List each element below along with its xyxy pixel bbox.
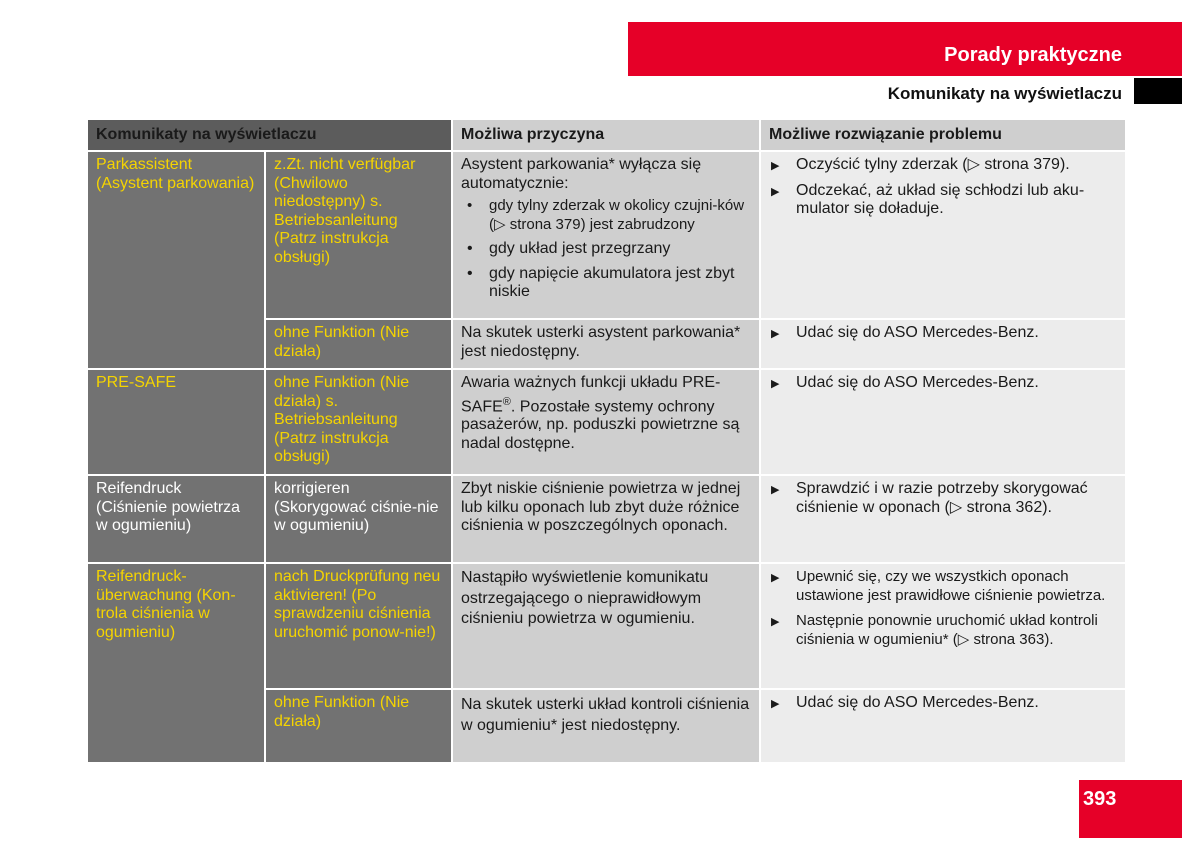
table-row <box>88 476 1125 564</box>
solution-list <box>769 694 1117 713</box>
solution-list <box>769 480 1117 517</box>
solution-cell <box>759 476 1125 562</box>
solution-cell <box>759 320 1125 368</box>
page-number: 393 <box>1083 788 1117 810</box>
cause-cell: Zbyt niskie ciśnienie powietrza w jednej lub kilku oponach lub zbyt duże różnice ciśnienia w poszczególnych oponach. <box>451 476 759 562</box>
status-cell: ohne Funktion (Nie działa) <box>264 690 451 762</box>
cause-cell: Na skutek usterki asystent parkowania* jest niedostępny. <box>451 320 759 368</box>
table-row <box>264 564 1125 690</box>
table-row <box>264 152 1125 320</box>
table-row-group-parkassistent <box>88 152 1125 370</box>
status-cell: ohne Funktion (Nie działa) <box>264 320 451 368</box>
solution-list <box>769 324 1117 343</box>
list-item: ▶ Udać się do ASO Mercedes-Benz. <box>769 374 1117 393</box>
message-cell: Reifendruck (Ciśnienie powietrza w ogumieniu) <box>88 476 264 562</box>
page-number-badge <box>1079 780 1182 838</box>
solution-cell <box>759 370 1125 474</box>
section-title: Porady praktyczne <box>944 44 1122 66</box>
cause-cell <box>451 152 759 318</box>
solution-list <box>769 374 1117 393</box>
status-text: ohne Funktion (Nie działa) s. Betriebsanleitung (Patrz instrukcja obsługi) <box>274 374 410 465</box>
list-item: • gdy napięcie akumulatora jest zbyt niskie <box>461 265 751 302</box>
header-possible-cause: Możliwa przyczyna <box>451 120 759 150</box>
list-item: ▶ Upewnić się, czy we wszystkich oponach ustawione jest prawidłowe ciśnienie powietrza. <box>769 568 1117 605</box>
page-subtitle: Komunikaty na wyświetlaczu <box>887 84 1122 103</box>
cause-cell: Nastąpiło wyświetlenie komunikatu ostrzegającego o nieprawidłowym ciśnieniu powietrza w ogumieniu. <box>451 564 759 688</box>
display-messages-table <box>88 120 1125 762</box>
table-row-group-reifendruckueberwachung <box>88 564 1125 762</box>
list-item: • gdy układ jest przegrzany <box>461 240 751 259</box>
status-cell: nach Druckprüfung neu aktivieren! (Po sprawdzeniu ciśnienia uruchomić ponow-nie!) <box>264 564 451 688</box>
header-solution: Możliwe rozwiązanie problemu <box>759 120 1125 150</box>
list-item: ▶ Udać się do ASO Mercedes-Benz. <box>769 694 1117 713</box>
solution-cell <box>759 152 1125 318</box>
message-cell: Reifendruck-überwachung (Kon-trola ciśnienia w ogumieniu) <box>88 564 264 762</box>
solution-list <box>769 156 1117 219</box>
table-row <box>264 690 1125 762</box>
list-item: ▶ Oczyścić tylny zderzak (▷ strona 379). <box>769 156 1117 175</box>
registered-mark: ® <box>502 395 511 408</box>
cause-text-b: . Pozostałe systemy ochrony pasażerów, np. poduszki powietrzne są nadal dostępne. <box>461 397 740 452</box>
list-item: ▶ Odczekać, aż układ się schłodzi lub aku-mulator się doładuje. <box>769 182 1117 219</box>
header-display-messages: Komunikaty na wyświetlaczu <box>88 120 451 150</box>
solution-cell <box>759 690 1125 762</box>
cause-cell <box>451 370 759 474</box>
cause-text-a: Awaria ważnych funkcji układu PRE-SAFE <box>461 374 721 415</box>
cause-intro: Asystent parkowania* wyłącza się automatycznie: <box>461 156 702 192</box>
solution-list <box>769 568 1117 649</box>
status-cell <box>264 370 451 474</box>
list-item: • gdy tylny zderzak w okolicy czujni-ków (▷ strona 379) jest zabrudzony <box>461 197 751 234</box>
list-item: ▶ Sprawdzić i w razie potrzeby skorygować ciśnienie w oponach (▷ strona 362). <box>769 480 1117 517</box>
table-row <box>88 370 1125 476</box>
list-item: ▶ Następnie ponownie uruchomić układ kontroli ciśnienia w ogumieniu* (▷ strona 363). <box>769 612 1117 649</box>
status-cell: z.Zt. nicht verfügbar (Chwilowo niedostępny) s. Betriebsanleitung (Patrz instrukcja obsługi) <box>264 152 451 318</box>
list-item: ▶ Udać się do ASO Mercedes-Benz. <box>769 324 1117 343</box>
table-row <box>264 320 1125 370</box>
subtitle-marker <box>1134 78 1182 104</box>
status-cell: korrigieren (Skorygować ciśnie-nie w ogumieniu) <box>264 476 451 562</box>
solution-cell <box>759 564 1125 688</box>
cause-list <box>461 197 751 302</box>
table-header-row <box>88 120 1125 152</box>
cause-cell: Na skutek usterki układ kontroli ciśnienia w ogumieniu* jest niedostępny. <box>451 690 759 762</box>
message-cell: Parkassistent (Asystent parkowania) <box>88 152 264 370</box>
message-cell: PRE-SAFE <box>88 370 264 474</box>
